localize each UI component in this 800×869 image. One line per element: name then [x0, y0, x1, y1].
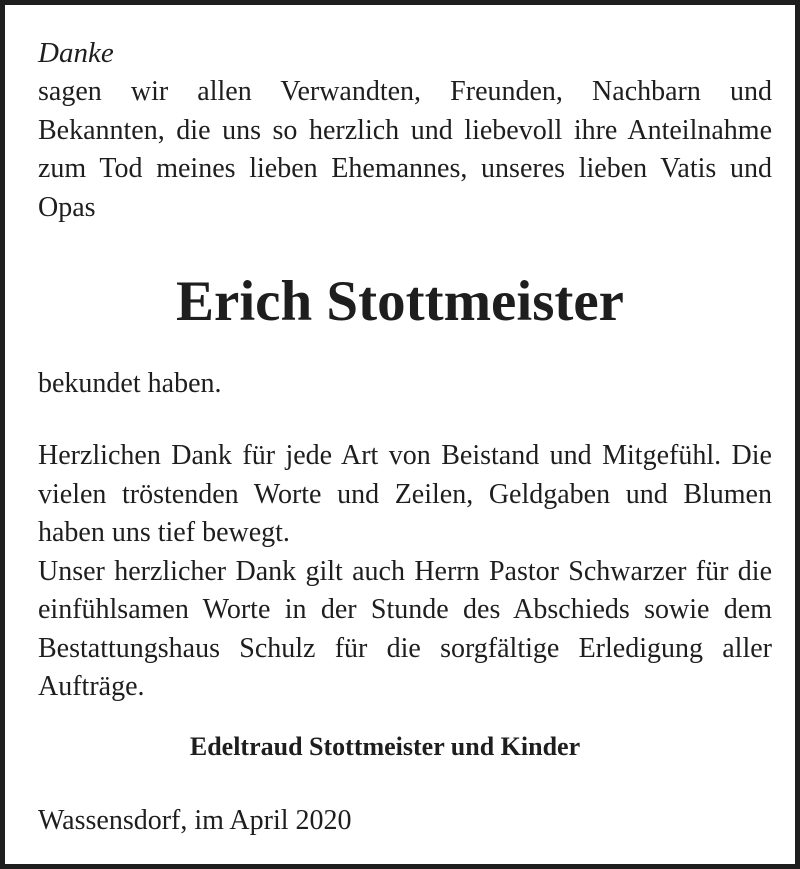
intro-block	[38, 33, 772, 227]
deceased-name: Erich Stottmeister	[176, 270, 624, 333]
thanks-block	[38, 437, 772, 707]
intro-heading: Danke	[38, 37, 114, 69]
after-name-text: bekundet haben.	[38, 368, 222, 399]
thanks-paragraph-2: Unser herzlicher Dank gilt auch Herrn Pastor Schwarzer für die einfühlsamen Worte in der Stunde des Abschieds sowie dem Bestattungshaus Schulz für die sorgfältige Erledigung aller Aufträge.	[38, 555, 772, 702]
signature: Edeltraud Stottmeister und Kinder	[189, 732, 581, 761]
thanks-paragraph-1: Herzlichen Dank für jede Art von Beistand und Mitgefühl. Die vielen tröstenden Worte und Zeilen, Geldgaben und Blumen haben uns tief bewegt.	[38, 440, 772, 548]
place-date: Wassensdorf, im April 2020	[38, 805, 352, 836]
intro-text: sagen wir allen Verwandten, Freunden, Nachbarn und Bekannten, die uns so herzlich und liebevoll ihre Anteilnahme zum Tod meines lieben Ehemannes, unseres lieben Vatis und Opas	[38, 76, 772, 223]
